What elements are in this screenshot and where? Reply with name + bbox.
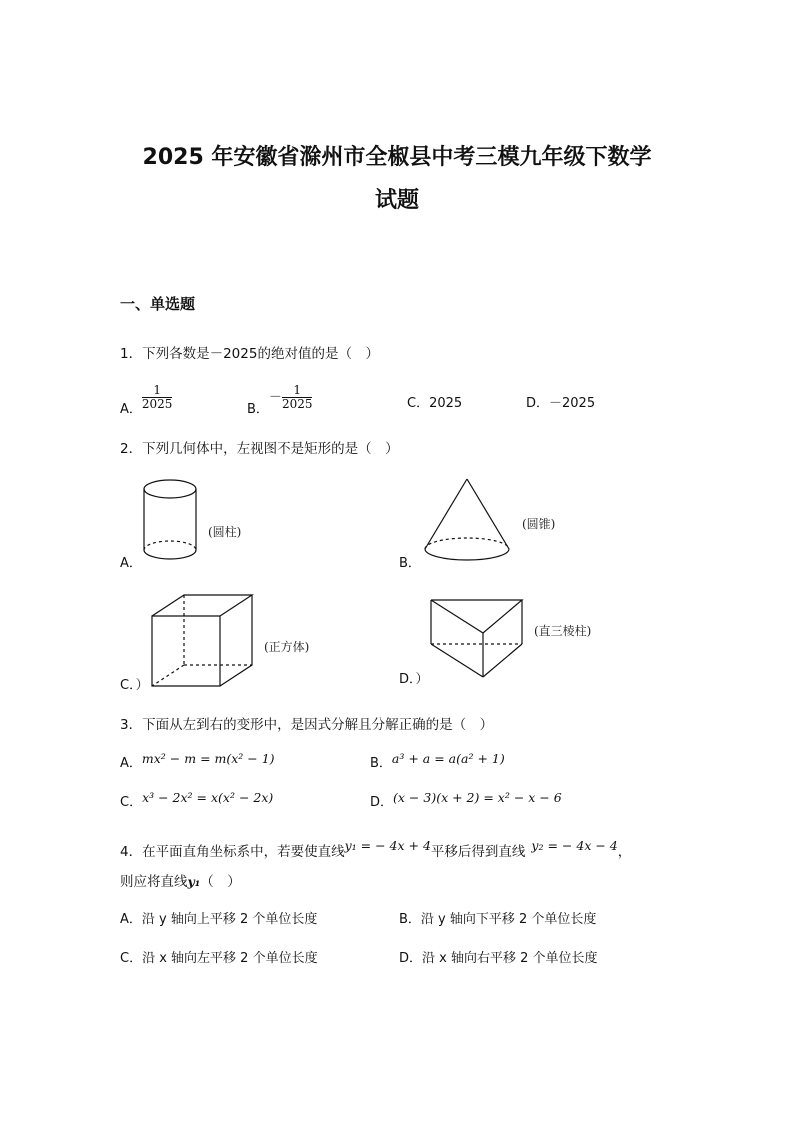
question-2-stem: 2．下列几何体中，左视图不是矩形的是（ ）	[120, 441, 399, 457]
question-4-stem-line2	[120, 870, 241, 890]
q4-option-a: A．沿 y 轴向上平移 2 个单位长度	[120, 912, 318, 927]
q4-y1-symbol: y₁	[187, 874, 201, 889]
q3-option-d-label: D．	[370, 795, 394, 810]
q3-option-a-expression: mx² − m = m(x² − 1)	[141, 751, 275, 766]
q4-stem-part3: ，	[617, 844, 632, 860]
q2-option-a-label: A．	[120, 556, 142, 571]
question-4-stem-line1	[120, 840, 631, 860]
q2-option-d-shape-name: (直三棱柱)	[534, 624, 592, 638]
question-1-stem: 1．下列各数是－2025的绝对值的是（ ）	[120, 346, 379, 362]
q2-option-b-shape-name: (圆锥)	[522, 517, 556, 531]
cube-figure	[148, 592, 260, 690]
q1-option-a-fraction	[142, 384, 173, 411]
section-heading: 一、单选题	[120, 295, 196, 313]
q4-stem-part2: 平移后得到直线	[430, 844, 526, 860]
q3-option-b-expression: a³ + a = a(a² + 1)	[391, 751, 505, 766]
q1-option-d: D．－2025	[526, 396, 596, 411]
q1-option-b-sign: －	[268, 390, 282, 405]
q1-option-a-label: A．	[120, 402, 142, 417]
q4-line-y1: y₁ = − 4x + 4	[344, 838, 431, 853]
paper-title-line2: 试题	[374, 188, 419, 213]
cone-figure	[420, 476, 516, 564]
q4-line-y2: y₂ = − 4x − 4	[531, 838, 618, 853]
triangular-prism-figure	[426, 594, 526, 686]
paper-title-line1: 2025 年安徽省滁州市全椒县中考三模九年级下数学	[142, 145, 652, 170]
q1-option-b-fraction	[282, 384, 313, 411]
q1-option-c: C．2025	[407, 396, 463, 411]
q4-stem-part1: 4．在平面直角坐标系中，若要使直线	[120, 844, 345, 860]
q4-option-b: B．沿 y 轴向下平移 2 个单位长度	[399, 912, 597, 927]
q3-option-c	[120, 791, 273, 810]
q4-stem-line2-text: 则应将直线	[120, 874, 188, 890]
cylinder-figure	[140, 477, 202, 567]
q4-option-c: C．沿 x 轴向左平移 2 个单位长度	[120, 951, 318, 966]
q3-option-a	[120, 752, 275, 771]
q3-option-c-label: C．	[120, 795, 143, 810]
q3-option-b-label: B．	[370, 756, 392, 771]
q3-option-c-expression: x³ − 2x² = x(x² − 2x)	[142, 790, 274, 805]
fraction-denominator: 2025	[281, 397, 313, 411]
q1-option-b	[247, 383, 313, 417]
q3-option-d-expression: (x − 3)(x + 2) = x² − x − 6	[393, 790, 562, 805]
q4-stem-end: （ ）	[200, 874, 241, 890]
question-3-stem: 3．下面从左到右的变形中，是因式分解且分解正确的是（ ）	[120, 717, 494, 733]
q2-option-c-label: C．）	[120, 678, 149, 693]
q4-option-d: D．沿 x 轴向右平移 2 个单位长度	[399, 951, 598, 966]
q2-option-b-label: B．	[399, 556, 421, 571]
q3-option-b	[370, 752, 505, 771]
q2-option-a-shape-name: (圆柱)	[208, 525, 242, 539]
q1-option-b-label: B．	[247, 402, 269, 417]
fraction-numerator: 1	[282, 384, 313, 398]
q3-option-d	[370, 791, 562, 810]
q2-option-c-shape-name: (正方体)	[264, 640, 310, 654]
q2-option-d-label: D．）	[399, 672, 429, 687]
q3-option-a-label: A．	[120, 756, 142, 771]
fraction-numerator: 1	[142, 384, 173, 398]
q1-option-a	[120, 383, 173, 417]
fraction-denominator: 2025	[141, 397, 173, 411]
